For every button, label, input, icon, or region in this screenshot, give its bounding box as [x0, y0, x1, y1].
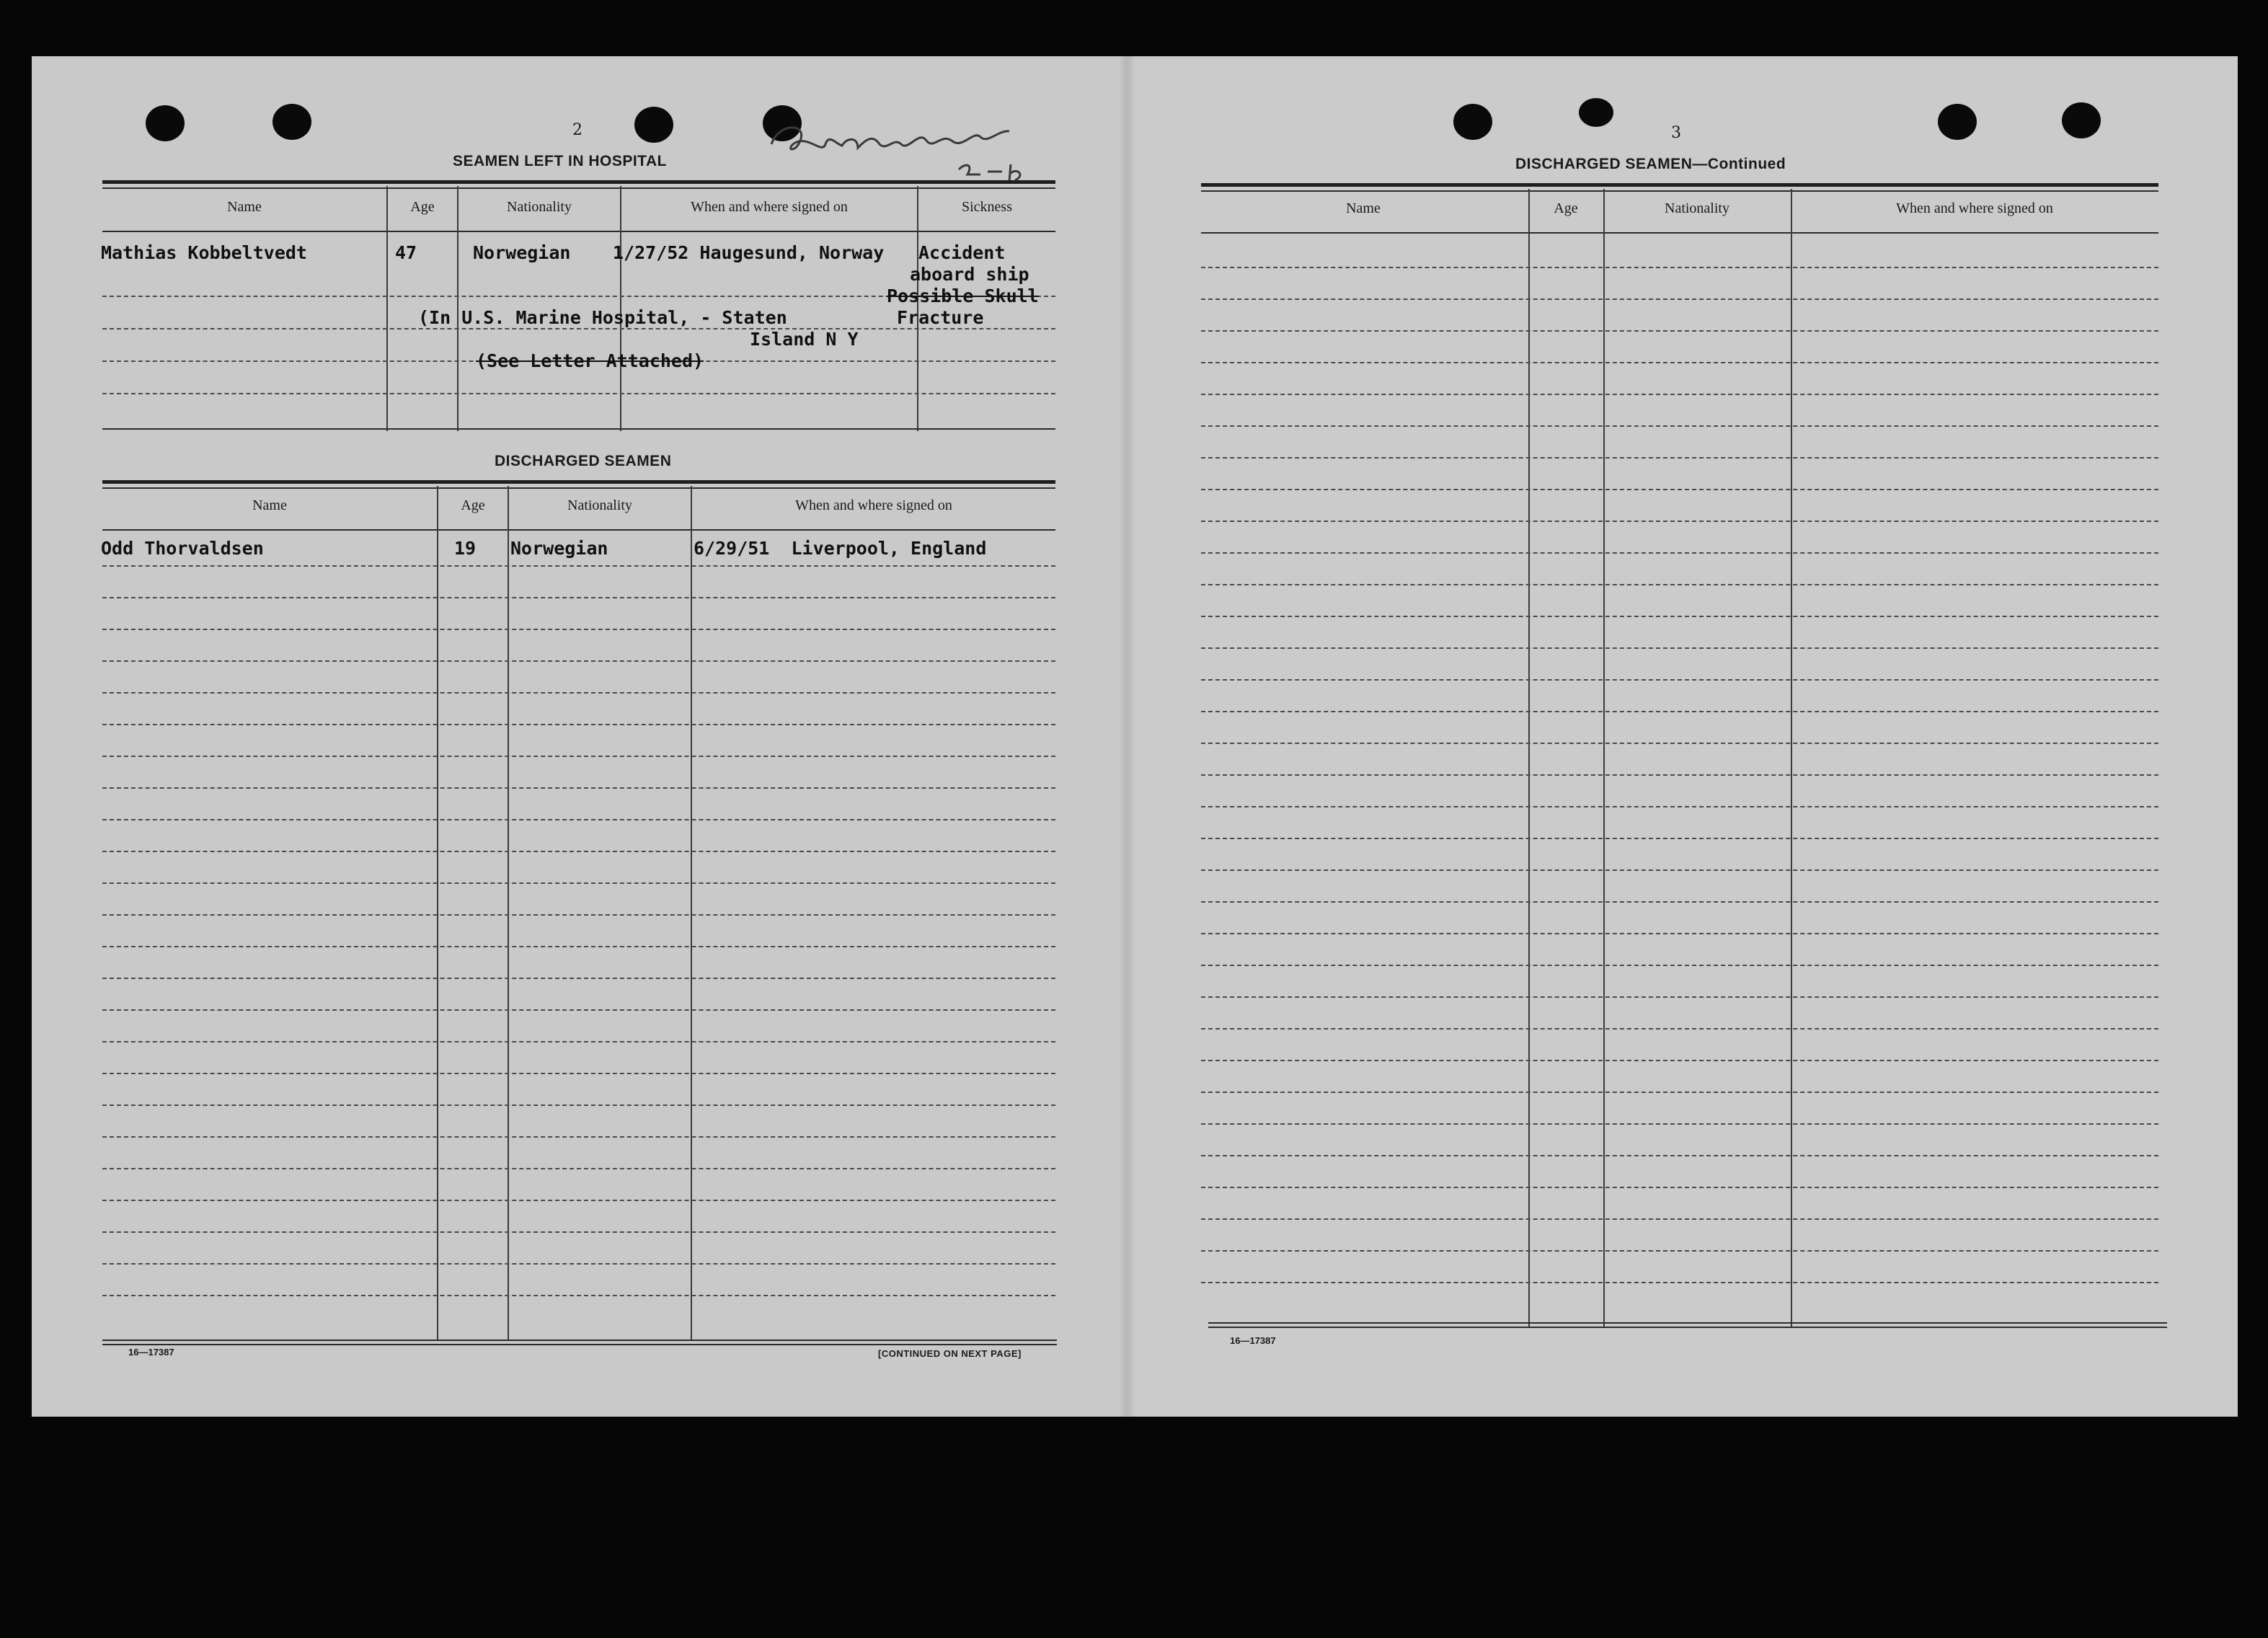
col-name: Name [1346, 200, 1381, 216]
ruled-line [102, 1295, 1055, 1296]
col-name: Name [252, 497, 287, 513]
ruled-line [1201, 330, 2158, 332]
ruled-line [1201, 1060, 2158, 1061]
ruled-line [102, 692, 1055, 694]
punch-hole [1938, 104, 1977, 140]
discharged-section-title: DISCHARGED SEAMEN [495, 453, 672, 469]
ruled-line [1201, 584, 2158, 585]
ruled-line [102, 724, 1055, 725]
ruled-line [1201, 743, 2158, 744]
sickness-line: Possible Skull [887, 285, 1039, 306]
punch-hole [2062, 102, 2101, 138]
ruled-line [102, 756, 1055, 757]
ruled-line [102, 1009, 1055, 1011]
hospital-signed-on: 1/27/52 Haugesund, Norway [613, 242, 885, 263]
hospital-section-title: SEAMEN LEFT IN HOSPITAL [453, 153, 667, 169]
ruled-line [1201, 933, 2158, 934]
ruled-line [1201, 901, 2158, 903]
ruled-line [1201, 521, 2158, 522]
col-nationality: Nationality [1665, 200, 1729, 216]
ruled-line [102, 1073, 1055, 1074]
ruled-line [102, 1136, 1055, 1138]
ruled-line [1201, 1155, 2158, 1156]
col-signed-on: When and where signed on [691, 199, 848, 215]
ruled-line [1201, 1123, 2158, 1125]
sickness-line: Accident [918, 242, 1006, 263]
ruled-line [1201, 1250, 2158, 1252]
ruled-line [1201, 774, 2158, 776]
ruled-line [1201, 298, 2158, 300]
discharged-signed-on: 6/29/51 Liverpool, England [694, 538, 987, 559]
rule [102, 180, 1055, 184]
col-divider [1603, 189, 1605, 1328]
ruled-line [102, 565, 1055, 567]
punch-hole [634, 107, 673, 143]
ruled-line [1201, 1218, 2158, 1220]
ruled-line [1201, 965, 2158, 966]
col-nationality: Nationality [507, 199, 572, 215]
continued-note: [CONTINUED ON NEXT PAGE] [878, 1348, 1022, 1359]
sickness-line: Fracture [897, 307, 984, 328]
ruled-line [102, 946, 1055, 947]
col-signed-on: When and where signed on [1896, 200, 2053, 216]
hospital-name: Mathias Kobbeltvedt [101, 242, 307, 263]
form-number: 16—17387 [1230, 1335, 1276, 1346]
hospital-note: (See Letter Attached) [476, 350, 704, 371]
rule [1201, 190, 2158, 192]
handwritten-annotation [757, 101, 1060, 187]
page-number: 3 [1671, 124, 1681, 142]
hospital-note: Island N Y [750, 329, 859, 350]
right-section-title: DISCHARGED SEAMEN—Continued [1515, 156, 1786, 172]
col-divider [437, 486, 438, 1341]
ruled-line [1201, 552, 2158, 554]
col-divider [386, 186, 388, 431]
col-name: Name [227, 199, 262, 215]
col-age: Age [1554, 200, 1578, 216]
ruled-line [102, 819, 1055, 820]
rule [1201, 183, 2158, 187]
ruled-line [1201, 869, 2158, 871]
hospital-age: 47 [395, 242, 417, 263]
hospital-nationality: Norwegian [473, 242, 571, 263]
ruled-line [1201, 616, 2158, 617]
right-page [1128, 56, 2238, 1417]
col-age: Age [410, 199, 435, 215]
punch-hole [1579, 98, 1613, 127]
punch-hole [146, 105, 185, 141]
ruled-line [102, 978, 1055, 979]
ruled-line [102, 660, 1055, 662]
ruled-line [102, 851, 1055, 852]
ruled-line [1201, 425, 2158, 427]
ruled-line [1201, 806, 2158, 807]
ruled-line [102, 328, 1055, 329]
ruled-line [1201, 838, 2158, 839]
ruled-line [102, 787, 1055, 789]
rule [102, 231, 1055, 232]
col-nationality: Nationality [567, 497, 632, 513]
col-signed-on: When and where signed on [795, 497, 952, 513]
ruled-line [102, 1200, 1055, 1201]
rule [1208, 1327, 2167, 1328]
ruled-line [1201, 1187, 2158, 1188]
col-divider [1791, 189, 1792, 1328]
discharged-nationality: Norwegian [510, 538, 608, 559]
ruled-line [102, 914, 1055, 916]
ruled-line [1201, 489, 2158, 490]
ruled-line [1201, 647, 2158, 649]
rule [102, 480, 1055, 484]
ruled-line [1201, 679, 2158, 681]
rule [102, 428, 1055, 430]
rule [102, 1340, 1057, 1341]
page-number: 2 [572, 121, 582, 139]
form-number: 16—17387 [128, 1347, 174, 1358]
ruled-line [102, 597, 1055, 598]
rule [1208, 1322, 2167, 1324]
col-divider [691, 486, 692, 1341]
rule [102, 487, 1055, 489]
sickness-line: aboard ship [910, 264, 1029, 285]
rule [1201, 232, 2158, 234]
punch-hole [273, 104, 311, 140]
ruled-line [1201, 711, 2158, 712]
ruled-line [102, 393, 1055, 394]
ruled-line [102, 1231, 1055, 1233]
rule [102, 529, 1055, 531]
ruled-line [102, 1168, 1055, 1169]
col-divider [508, 486, 509, 1341]
rule [102, 1344, 1057, 1345]
rule [102, 187, 1055, 189]
ruled-line [1201, 394, 2158, 395]
ruled-line [1201, 996, 2158, 998]
ruled-line [102, 1104, 1055, 1106]
ruled-line [102, 1263, 1055, 1265]
col-age: Age [461, 497, 485, 513]
col-divider [1528, 189, 1530, 1328]
punch-hole [1453, 104, 1492, 140]
hospital-note: (In U.S. Marine Hospital, - Staten [418, 307, 787, 328]
col-sickness: Sickness [962, 199, 1012, 215]
page-gutter [1119, 56, 1135, 1417]
ruled-line [1201, 1092, 2158, 1093]
ruled-line [1201, 1282, 2158, 1283]
ruled-line [102, 629, 1055, 630]
ruled-line [102, 882, 1055, 884]
ruled-line [1201, 1028, 2158, 1030]
ruled-line [1201, 267, 2158, 268]
discharged-age: 19 [454, 538, 477, 559]
discharged-name: Odd Thorvaldsen [101, 538, 264, 559]
ruled-line [1201, 362, 2158, 363]
ruled-line [1201, 457, 2158, 459]
ruled-line [102, 1041, 1055, 1042]
